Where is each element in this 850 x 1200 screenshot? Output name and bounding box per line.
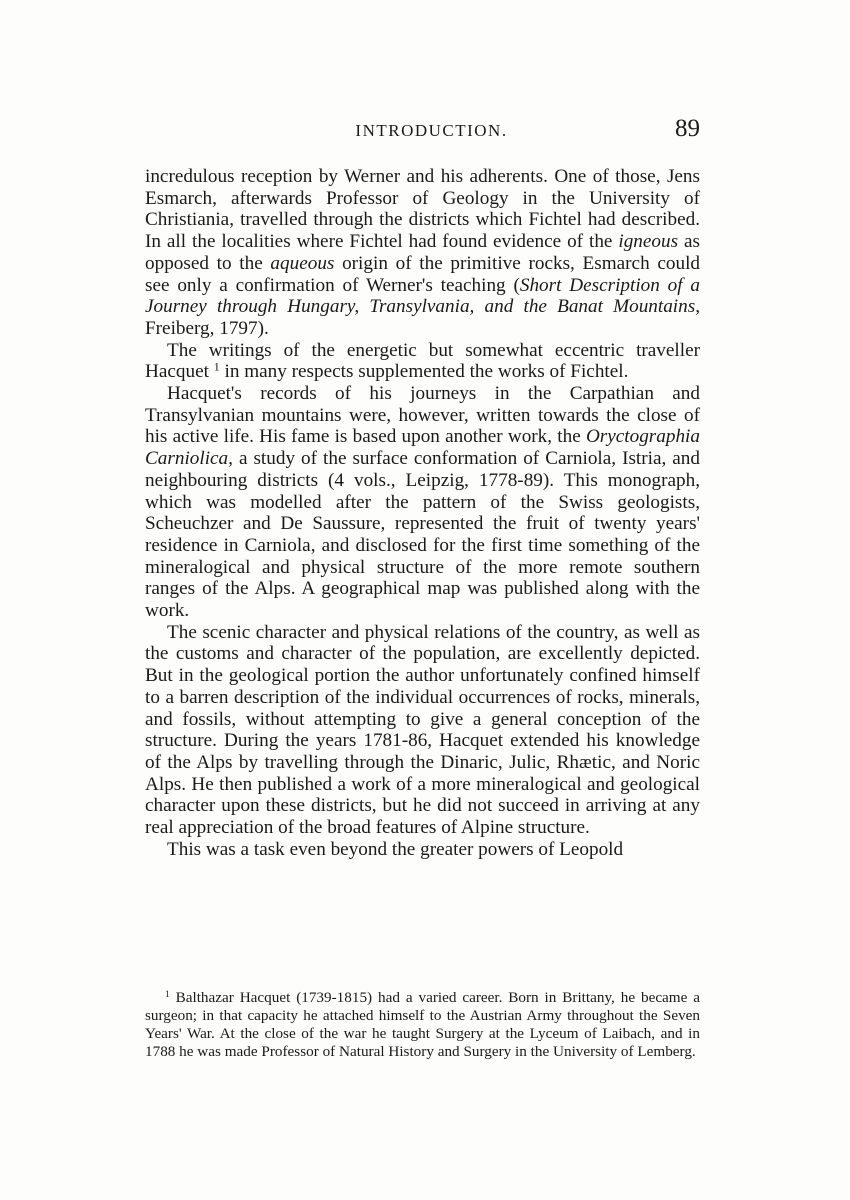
page-number: 89 xyxy=(675,115,700,142)
paragraph xyxy=(145,839,700,861)
text-run: as opposed to the xyxy=(145,231,700,274)
text-run: a study of the surface conformation of Carniola, Istria, and neighbouring districts (4 vols., Leipzig, 1778-89). This monograph, which was modelled after the pattern of the Swiss geologists, Scheuchzer and De Saussure, represented the fruit of twenty years' residence in Carniola, and disclosed for the first time something of the mineralogical and physical structure of the more remote southern ranges of the Alps. A geographical map was published along with the work. xyxy=(145,448,700,622)
body-text xyxy=(145,166,700,861)
text-run: origin of the primitive rocks, Esmarch could see only a confirmation of Werner's teaching ( xyxy=(145,252,700,296)
text-run: in many respects supplemented the works of Fichtel. xyxy=(219,361,629,383)
page-header xyxy=(145,115,700,151)
text-run: This was a task even beyond the greater powers of Leopold xyxy=(167,838,624,860)
italic-text: aqueous xyxy=(270,252,335,274)
footnote-marker: 1 xyxy=(165,989,170,1000)
italic-text: igneous xyxy=(618,231,679,253)
text-run: Hacquet's records of his journeys in the Carpathian and Transylvanian mountains were, however, written towards the close of his active life. His fame is based upon another work, the xyxy=(145,383,700,448)
text-run: incredulous reception by Werner and his adherents. One of those, Jens Esmarch, afterwards Professor of Geology in the University of Christiania, travelled through the districts which Fichtel had described. In all the localities where Fichtel had found evidence of the xyxy=(145,166,700,253)
text-run: The writings of the energetic but somewhat eccentric traveller Hacquet xyxy=(145,339,700,383)
italic-text: Oryctographia Carniolica, xyxy=(145,426,700,470)
paragraph xyxy=(145,340,700,383)
paragraph xyxy=(145,383,700,622)
footnote-text: Balthazar Hacquet (1739-1815) had a varied career. Born in Brittany, he became a surgeon; in that capacity he attached himself to the Austrian Army throughout the Seven Years' War. At the close of the war he taught Surgery at the Lyceum of Laibach, and in 1788 he was made Professor of Natural History and Surgery in the University of Lemberg. xyxy=(145,989,700,1060)
footnotes xyxy=(145,989,700,1061)
running-head: INTRODUCTION. xyxy=(355,121,508,140)
text-run: The scenic character and physical relations of the country, as well as the customs and character of the population, are excellently depicted. But in the geological portion the author unfortunately confined himself to a barren description of the individual occurrences of rocks, minerals, and fossils, without attempting to give a general conception of the structure. During the years 1781-86, Hacquet extended his knowledge of the Alps by travelling through the Dinaric, Julic, Rhætic, and Noric Alps. He then published a work of a more mineralogical and geological character upon these districts, but he did not succeed in arriving at any real appreciation of the broad features of Alpine structure. xyxy=(145,621,700,839)
paragraph xyxy=(145,166,700,340)
paragraph xyxy=(145,622,700,839)
text-run: Freiberg, 1797). xyxy=(145,317,269,339)
footnote xyxy=(145,989,700,1061)
italic-text: Short Description of a Journey through Hungary, Transylvania, and the Banat Mountains, xyxy=(145,274,700,318)
footnote-reference: 1 xyxy=(213,359,220,374)
